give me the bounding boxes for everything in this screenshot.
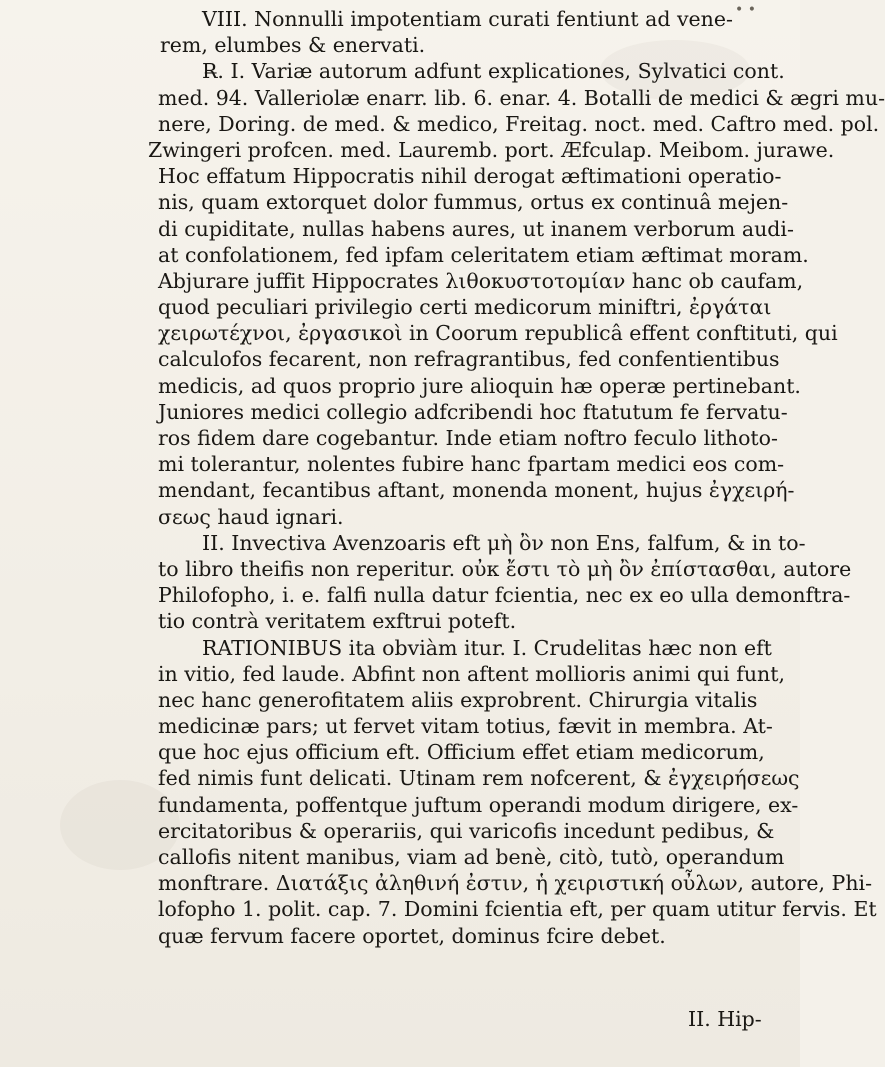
text-line: nec hanc generofitatem aliis exprobrent. Chirurgia vitalis [158, 687, 758, 712]
text-line: ercitatoribus & operariis, qui varicofis incedunt pedibus, & [158, 818, 775, 843]
text-line: medicis, ad quos proprio jure alioquin hæ operæ pertinebant. [158, 373, 801, 398]
text-line: calculofos fecarent, non refragrantibus, fed confentientibus [158, 347, 780, 372]
text-line: monftrare. Διατάξις ἀληθινή ἐστιν, ἡ χειριστική οὖλων, autore, Phi- [158, 871, 873, 896]
text-line: nere, Doring. de med. & medico, Freitag. noct. med. Caftro med. pol. [158, 111, 880, 136]
text-block [140, 6, 885, 949]
text-line: Hoc effatum Hippocratis nihil derogat æftimationi operatio- [158, 164, 782, 189]
text-line: fundamenta, poffentque juftum operandi modum dirigere, ex- [158, 792, 799, 817]
text-line: Philofopho, i. e. falfi nulla datur fcientia, nec ex eo ulla demonftra- [158, 583, 851, 608]
text-line: quod peculiari privilegio certi medicorum miniftri, ἐργάται [158, 295, 772, 320]
text-line: callofis nitent manibus, viam ad benè, citò, tutò, operandum [158, 845, 785, 869]
text-line: med. 94. Valleriolæ enarr. lib. 6. enar. 4. Botalli de medici & ægri mu- [158, 85, 885, 110]
text-line: to libro theifis non reperitur. οὐκ ἔστι τὸ μὴ ὂν ἐπίστασθαι, autore [158, 556, 852, 581]
text-line: χειρωτέχνοι, ἐργασικοὶ in Coorum republicâ effent conftituti, qui [158, 321, 838, 346]
text-line: II. Invectiva Avenzoaris eft μὴ ὂν non Ens, falfum, & in to- [202, 530, 806, 555]
text-line: Juniores medici collegio adfcribendi hoc ftatutum fe fervatu- [158, 399, 788, 424]
text-line: medicinæ pars; ut fervet vitam totius, fævit in membra. At- [158, 714, 773, 739]
text-line: Abjurare juffit Hippocrates λιθοκυστοτομίαν hanc ob caufam, [158, 268, 804, 293]
text-line: ros fidem dare cogebantur. Inde etiam noftro feculo lithoto- [158, 426, 778, 450]
text-line: fed nimis funt delicati. Utinam rem nofcerent, & ἐγχειρήσεως [158, 766, 800, 791]
text-line: σεως haud ignari. [158, 504, 344, 529]
corner-mark: • • [735, 2, 756, 18]
text-line: mendant, fecantibus aftant, monenda monent, hujus ἐγχειρή- [158, 478, 795, 503]
text-line: RATIONIBUS ita obviàm itur. I. Crudelitas hæc non eft [202, 635, 772, 660]
text-line: mi tolerantur, nolentes fubire hanc fpartam medici eos com- [158, 452, 785, 477]
text-line: R̶. I. Variæ autorum adfunt explicationes, Sylvatici cont. [202, 59, 785, 84]
catchword: II. Hip- [688, 1007, 762, 1031]
text-line: tio contrà veritatem exftrui poteft. [158, 609, 517, 634]
text-line: in vitio, fed laude. Abfint non aftent mollioris animi qui funt, [158, 661, 785, 686]
text-line: di cupiditate, nullas habens aures, ut inanem verborum audi- [158, 216, 794, 241]
text-line: rem, elumbes & enervati. [160, 33, 426, 58]
text-line: nis, quam extorquet dolor fummus, ortus ex continuâ mejen- [158, 190, 789, 215]
text-line: lofopho 1. polit. cap. 7. Domini fcientia eft, per quam utitur fervis. Et [158, 897, 877, 922]
text-line: que hoc ejus officium eft. Officium effet etiam medicorum, [158, 740, 765, 765]
text-line: Zwingeri profcen. med. Lauremb. port. Æfculap. Meibom. jurawe. [148, 137, 835, 162]
text-line: quæ fervum facere oportet, dominus fcire debet. [158, 923, 666, 948]
text-line: at confolationem, fed ipfam celeritatem etiam æftimat moram. [158, 242, 809, 267]
text-line: VIII. Nonnulli impotentiam curati fentiunt ad vene- [202, 7, 733, 31]
